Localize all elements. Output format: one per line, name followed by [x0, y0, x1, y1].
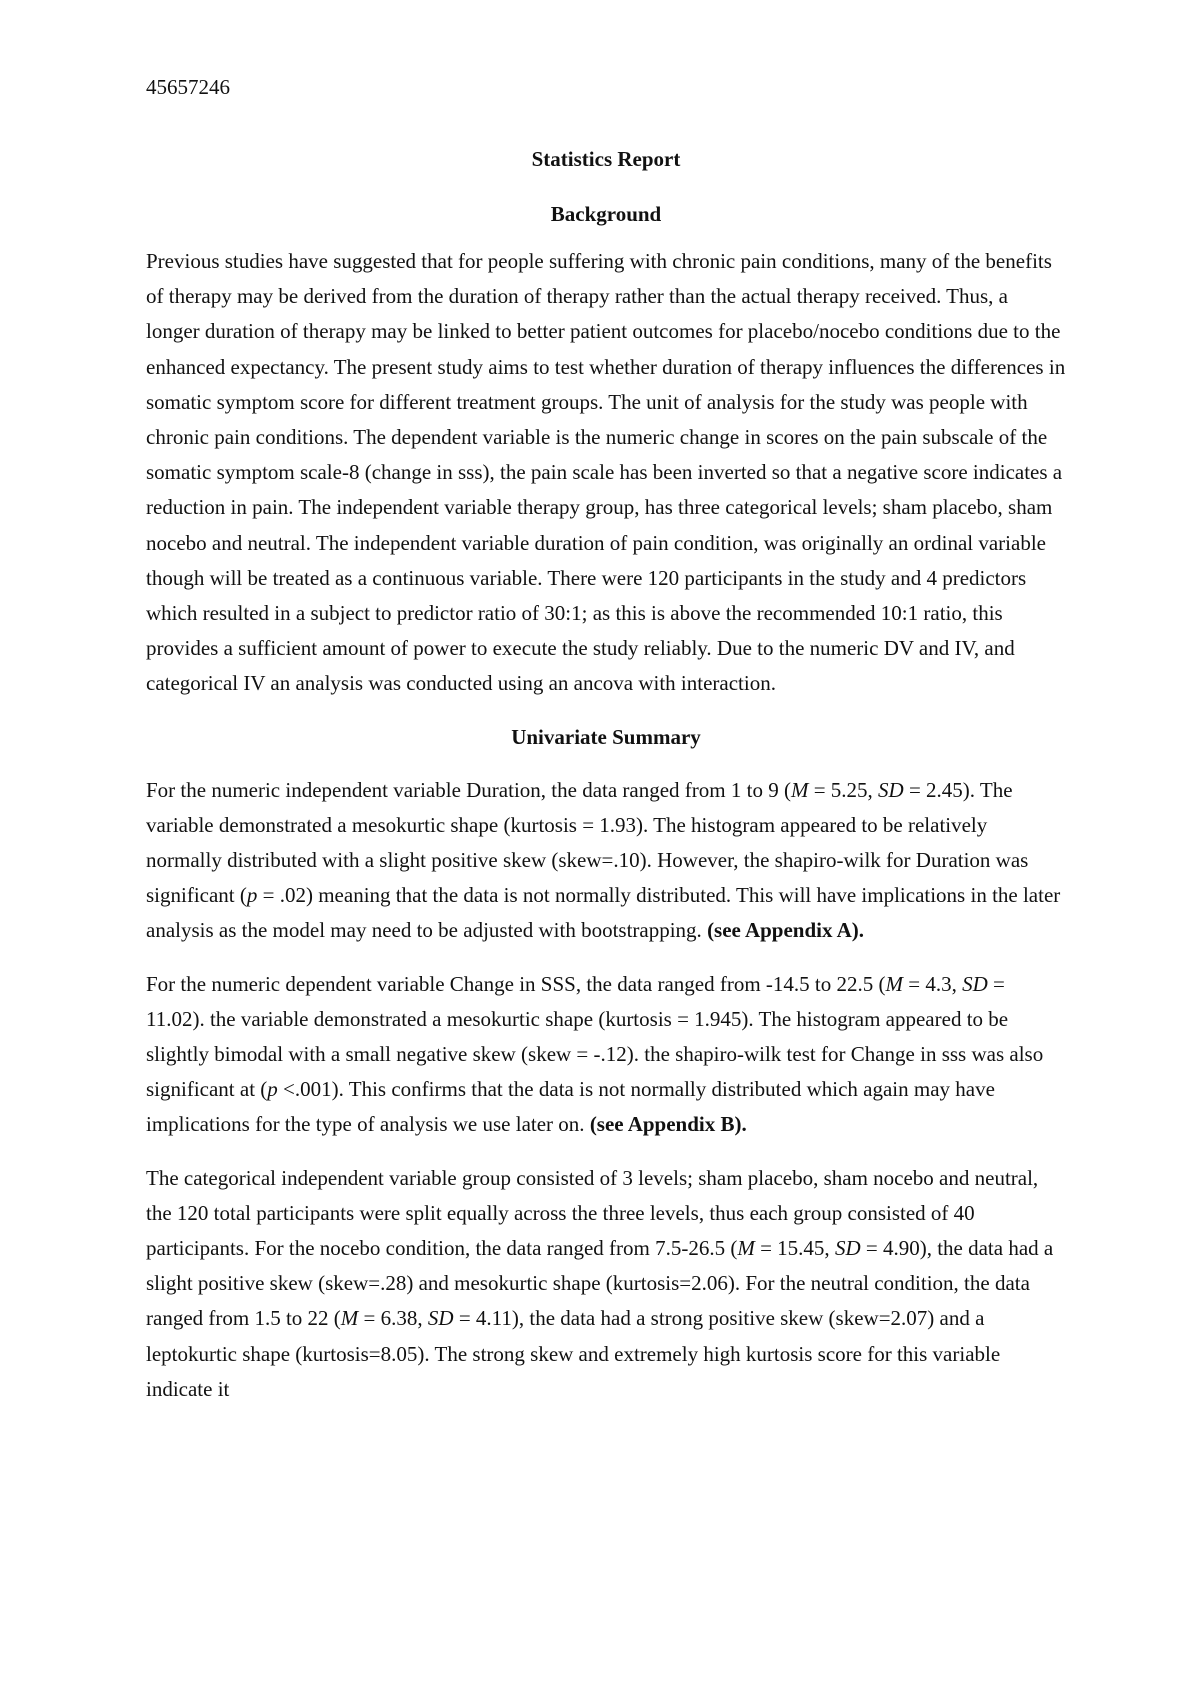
italic-text-run: SD [962, 971, 988, 996]
text-run: = 2.45). The variable demonstrated a mesokurtic shape (kurtosis = 1.93). The histogram appeared to be relatively normally distributed with a slight positive skew (skew=.10). However, the shapiro-wilk for Duration was significant ( [146, 777, 1034, 908]
paragraph [146, 244, 1071, 702]
italic-text-run: M [340, 1306, 359, 1331]
background-section [146, 244, 1071, 702]
italic-text-run: p [246, 883, 258, 908]
text-run: = 5.25, [808, 777, 879, 802]
section-heading-univariate-summary: Univariate Summary [511, 724, 701, 749]
univariate-summary-section [146, 773, 1066, 1407]
paragraph [146, 1161, 1066, 1407]
paragraph [146, 773, 1066, 949]
bold-text-run: (see Appendix B). [589, 1112, 747, 1137]
text-run: = .02) meaning that the data is not normally distributed. This will have implications in the later analysis as the model may need to be adjusted with bootstrapping. [146, 883, 1066, 943]
text-run: = 4.11), the data had a strong positive skew (skew=2.07) and a leptokurtic shape (kurtosis=8.05). The strong skew and extremely high kurtosis score for this variable indicate it [146, 1306, 1006, 1401]
paragraph [146, 967, 1066, 1143]
text-run: = 15.45, [754, 1236, 835, 1261]
text-run: For the numeric dependent variable Change in SSS, the data ranged from -14.5 to 22.5 ( [146, 971, 886, 996]
report-content [146, 142, 1071, 1407]
italic-text-run: M [885, 971, 903, 996]
text-run: For the numeric independent variable Duration, the data ranged from 1 to 9 ( [146, 777, 791, 802]
italic-text-run: M [790, 777, 809, 802]
report-title: Statistics Report [531, 147, 681, 171]
text-run: = 6.38, [358, 1306, 428, 1331]
text-run: <.001). This confirms that the data is not normally distributed which again may have implications for the type of analysis we use later on. [146, 1077, 1001, 1137]
text-run: Previous studies have suggested that for people suffering with chronic pain conditions, many of the benefits of therapy may be derived from the duration of therapy rather than the actual therapy received. Thus, a longer duration of therapy may be linked to better patient outcomes for placebo/nocebo conditions due to the enhanced expectancy. The present study aims to test whether duration of therapy influences the differences in somatic symptom score for different treatment groups. The unit of analysis for the study was people with chronic pain conditions. The dependent variable is the numeric change in scores on the pain subscale of the somatic symptom scale-8 (change in sss), the pain scale has been inverted so that a negative score indicates a reduction in pain. The independent variable therapy group, has three categorical levels; sham placebo, sham nocebo and neutral. The independent variable duration of pain condition, was originally an ordinal variable though will be treated as a continuous variable. There were 120 participants in the study and 4 predictors which resulted in a subject to predictor ratio of 30:1; as this is above the recommended 10:1 ratio, this provides a sufficient amount of power to execute the study reliably. Due to the numeric DV and IV, and categorical IV an analysis was conducted using an ancova with interaction. [146, 249, 1071, 696]
student-id-header: 45657246 [146, 75, 230, 99]
italic-text-run: M [737, 1236, 755, 1261]
text-run: = 4.3, [902, 971, 963, 996]
italic-text-run: SD [878, 777, 904, 802]
italic-text-run: p [267, 1077, 278, 1102]
text-run: The categorical independent variable group consisted of 3 levels; sham placebo, sham nocebo and neutral, the 120 total participants were split equally across the three levels, thus each group consisted of 40 participants. For the nocebo condition, the data ranged from 7.5-26.5 ( [146, 1165, 1044, 1261]
italic-text-run: SD [834, 1236, 861, 1261]
text-run: = 4.90), the data had a slight positive skew (skew=.28) and mesokurtic shape (kurtosis=2.06). For the neutral condition, the data ranged from 1.5 to 22 ( [146, 1236, 1059, 1331]
bold-text-run: (see Appendix A). [707, 918, 864, 943]
italic-text-run: SD [427, 1306, 454, 1331]
section-heading-background: Background [550, 202, 662, 226]
text-run: = 11.02). the variable demonstrated a mesokurtic shape (kurtosis = 1.945). The histogram appeared to be slightly bimodal with a small negative skew (skew = -.12). the shapiro-wilk test for Change in sss was also significant at ( [146, 971, 1049, 1102]
